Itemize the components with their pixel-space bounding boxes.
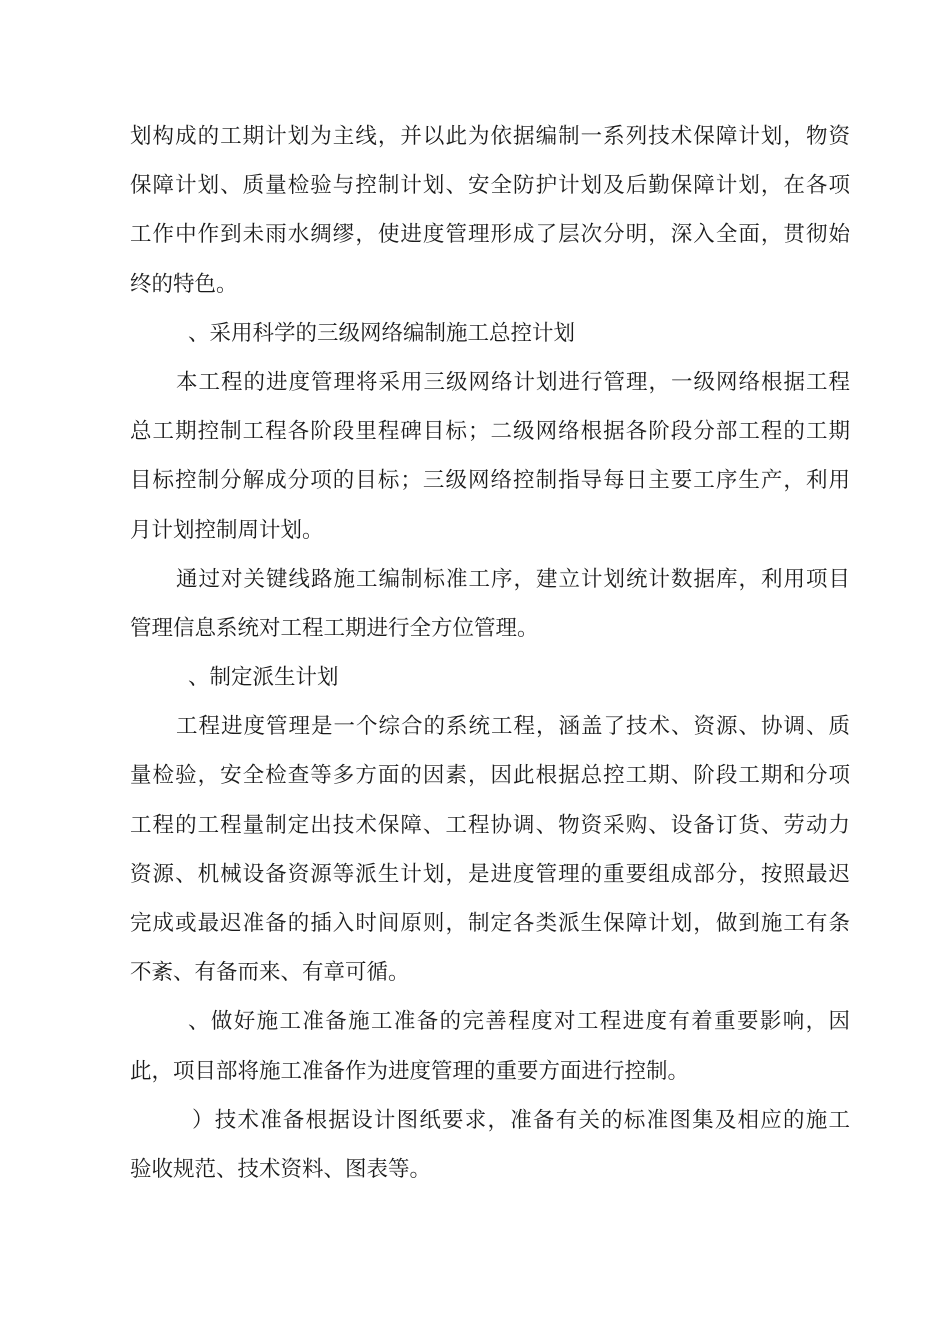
paragraph-line: 保障计划、质量检验与控制计划、安全防护计划及后勤保障计划，在各项: [130, 173, 850, 199]
paragraph-line: 工作中作到未雨水绸缪，使进度管理形成了层次分明，深入全面，贯彻始: [130, 222, 850, 248]
paragraph-line: 总工期控制工程各阶段里程碑目标；二级网络根据各阶段分部工程的工期: [130, 419, 850, 445]
paragraph-line: 月计划控制周计划。: [130, 517, 324, 543]
paragraph-line: 划构成的工期计划为主线，并以此为依据编制一系列技术保障计划，物资: [130, 124, 850, 149]
paragraph-line: 量检验，安全检查等多方面的因素，因此根据总控工期、阶段工期和分项: [130, 763, 850, 789]
paragraph-line: 终的特色。: [130, 271, 238, 297]
paragraph-line: 工程进度管理是一个综合的系统工程，涵盖了技术、资源、协调、质: [176, 714, 850, 740]
paragraph-line: 此，项目部将施工准备作为进度管理的重要方面进行控制。: [130, 1058, 690, 1084]
paragraph-line: 通过对关键线路施工编制标准工序，建立计划统计数据库，利用项目: [176, 566, 850, 592]
paragraph-line: 本工程的进度管理将采用三级网络计划进行管理，一级网络根据工程: [176, 369, 850, 395]
section-heading: 、采用科学的三级网络编制施工总控计划: [188, 320, 576, 346]
paragraph-line: 工程的工程量制定出技术保障、工程协调、物资采购、设备订货、劳动力: [130, 812, 850, 838]
body-text: [130, 112, 850, 1194]
paragraph-line: 验收规范、技术资料、图表等。: [130, 1156, 432, 1182]
paragraph-line: 目标控制分解成分项的目标；三级网络控制指导每日主要工序生产，利用: [130, 468, 850, 494]
subsection-heading: ）技术准备根据设计图纸要求，准备有关的标准图集及相应的施工: [192, 1107, 850, 1133]
paragraph-line: 管理信息系统对工程工期进行全方位管理。: [130, 615, 539, 641]
section-heading: 、制定派生计划: [188, 665, 339, 691]
paragraph-line: 完成或最迟准备的插入时间原则，制定各类派生保障计划，做到施工有条: [130, 911, 850, 936]
section-heading: 、做好施工准备施工准备的完善程度对工程进度有着重要影响，因: [188, 1009, 850, 1035]
paragraph-line: 不紊、有备而来、有章可循。: [130, 960, 410, 986]
paragraph-line: 资源、机械设备资源等派生计划，是进度管理的重要组成部分，按照最迟: [130, 861, 850, 887]
